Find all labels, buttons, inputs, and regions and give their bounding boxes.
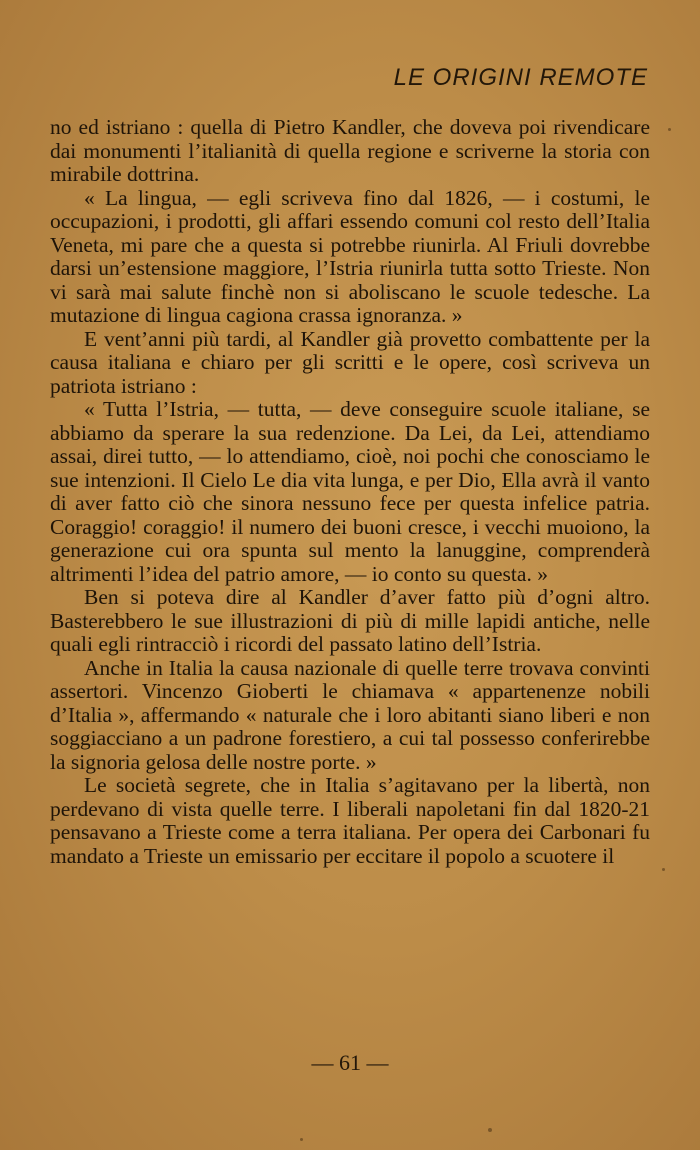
paragraph-3: E vent’anni più tardi, al Kandler già provetto combattente per la causa italiana e chiaro per gli scritti e le opere, così scriveva un patriota istriano :	[50, 326, 650, 398]
paragraph-5: Ben si poteva dire al Kandler d’aver fatto più d’ogni altro. Basterebbero le sue illustrazioni di più di mille lapidi antiche, nelle quali egli rintracciò i ricordi del passato latino dell’Istria.	[50, 585, 650, 656]
page-number: — 61 —	[311, 1050, 389, 1075]
body-text	[50, 116, 650, 868]
paragraph-4: « Tutta l’Istria, — tutta, — deve conseguire scuole italiane, se abbiamo da sperare la sua redenzione. Da Lei, da Lei, attendiamo assai, direi tutto, — lo attendiamo, cioè, noi pochi che conosciamo le sue intenzioni. Il Cielo Le dia vita lunga, e per Dio, Ella avrà il vanto di aver fatto ciò che sinora nessuno fece per questa infelice patria. Coraggio! coraggio! il numero dei buoni cresce, i vecchi muoiono, la generazione cui ora spunta sul mento la lanuggine, comprenderà altrimenti l’idea del patrio amore, — io conto su questa. »	[50, 397, 650, 586]
paper-speck	[668, 128, 671, 131]
paragraph-1: no ed istriano : quella di Pietro Kandler, che doveva poi rivendicare dai monumenti l’italianità di quella regione e scriverne la storia con mirabile dottrina.	[50, 115, 650, 186]
running-head: LE ORIGINI REMOTE	[393, 64, 648, 91]
paper-speck	[300, 1138, 303, 1141]
paragraph-7: Le società segrete, che in Italia s’agitavano per la libertà, non perdevano di vista quelle terre. I liberali napoletani fin dal 1820-21 pensavano a Trieste come a terra italiana. Per opera dei Carbonari fu mandato a Trieste un emissario per eccitare il popolo a scuotere il	[50, 773, 650, 868]
paragraph-2: « La lingua, — egli scriveva fino dal 1826, — i costumi, le occupazioni, i prodotti, gli affari essendo comuni col resto dell’Italia Veneta, mi pare che a questa si potrebbe riunirla. Al Friuli dovrebbe darsi un’estensione maggiore, l’Istria riunirla tutta sotto Trieste. Non vi sarà mai salute finchè non si aboliscano le scuole tedesche. La mutazione di lingua cagiona crassa ignoranza. »	[50, 185, 650, 327]
paper-speck	[488, 1128, 492, 1132]
paragraph-6: Anche in Italia la causa nazionale di quelle terre trovava convinti assertori. Vincenzo Gioberti le chiamava « appartenenze nobili d’Italia », affermando « naturale che i loro abitanti siano liberi e non soggiacciano a un padrone forestiero, a cui tal possesso conferirebbe la signoria gelosa delle nostre porte. »	[50, 655, 650, 774]
paper-speck	[662, 868, 665, 871]
